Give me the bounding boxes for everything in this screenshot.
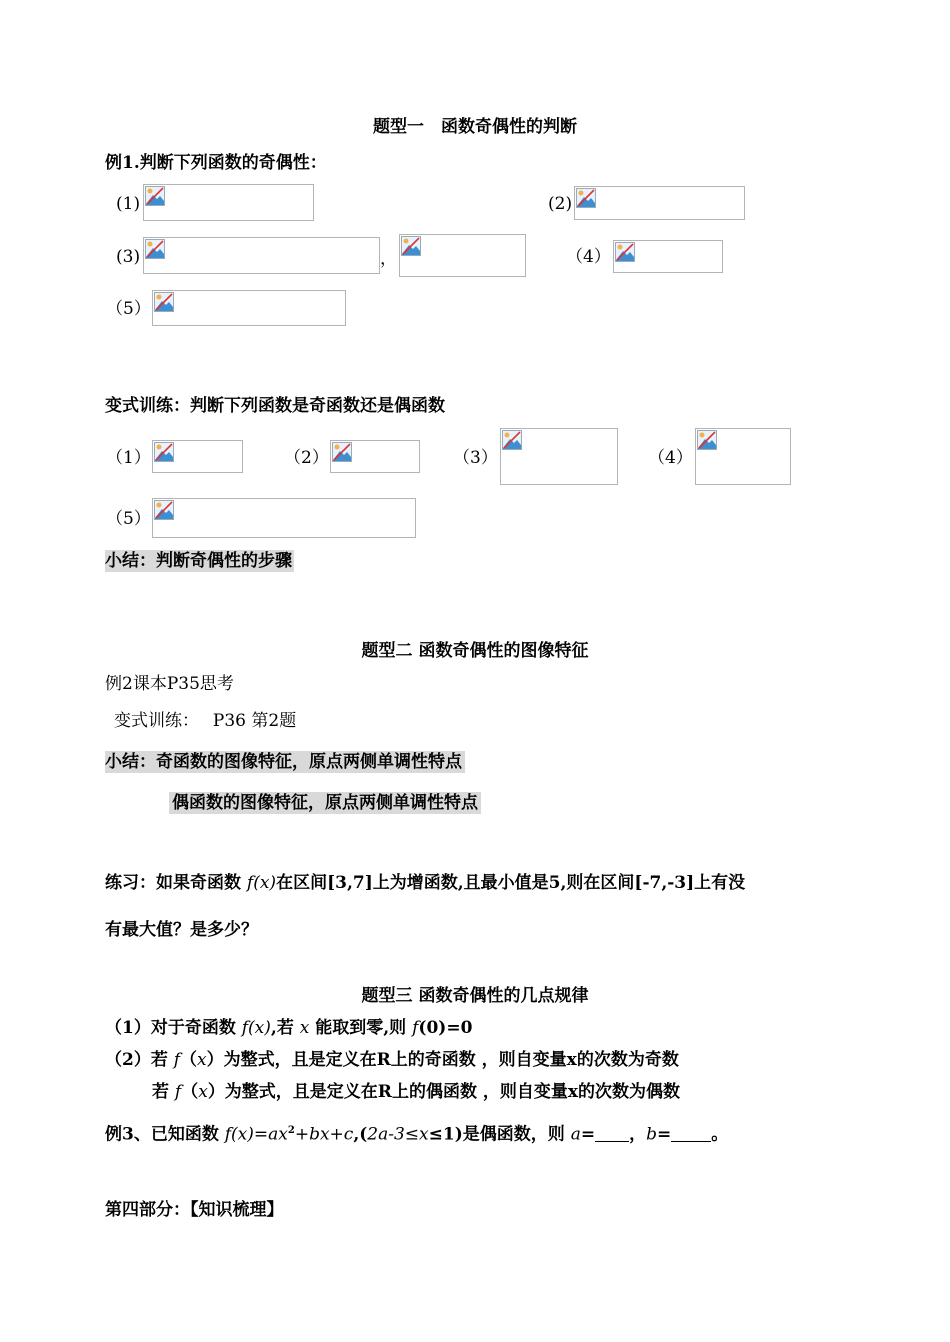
- broken-image-icon: [145, 239, 165, 259]
- broken-image-icon: [697, 430, 717, 450]
- item-label-4: （4）: [566, 247, 611, 267]
- variant-image-3: [500, 428, 618, 485]
- variant-label-5: （5）: [106, 509, 151, 529]
- variant-image-2: [330, 440, 420, 473]
- item-label-3: (3): [116, 247, 141, 267]
- answer-blank-b[interactable]: [671, 1125, 711, 1142]
- broken-image-icon: [502, 430, 522, 450]
- broken-image-icon: [145, 186, 165, 206]
- rule-1: （1）对于奇函数 f(x),若 x 能取到零,则 f(0)=0: [105, 1018, 473, 1038]
- variant-label-2: （2）: [284, 448, 329, 468]
- broken-image-icon: [332, 442, 352, 462]
- broken-image-icon: [401, 236, 421, 256]
- broken-image-icon: [576, 188, 596, 208]
- formula-image-5: [152, 290, 346, 326]
- practice-line-1: 练习：如果奇函数 f(x)在区间[3,7]上为增函数,且最小值是5,则在区间[-7,-3]上有没: [105, 873, 746, 893]
- variant-image-4: [695, 428, 791, 485]
- formula-image-2: [574, 186, 745, 220]
- variant-label-3: （3）: [453, 448, 498, 468]
- section2-summary-1: 小结：奇函数的图像特征，原点两侧单调性特点: [105, 751, 465, 773]
- variant1-summary: 小结：判断奇偶性的步骤: [105, 551, 292, 571]
- broken-image-icon: [154, 500, 174, 520]
- section1-title: 题型一 函数奇偶性的判断: [373, 117, 577, 137]
- example3-text: 例3、已知函数 $f(x)=ax^2+bx+c,(2a-3\le x\le 1)$是偶函数，则 a= ，b= 。: [105, 1124, 729, 1145]
- variant-label-4: （4）: [648, 448, 693, 468]
- rule-2b: 若 f（x）为整式，且是定义在R上的偶函数 ，则自变量x的次数为偶数: [152, 1082, 680, 1102]
- variant-label-1: （1）: [106, 448, 151, 468]
- example2-text: 例2课本P35思考: [105, 674, 234, 694]
- variant1-title: 变式训练：判断下列函数是奇函数还是偶函数: [105, 396, 445, 416]
- example1-text: 例1.判断下列函数的奇偶性：: [105, 153, 327, 173]
- section2-title: 题型二 函数奇偶性的图像特征: [361, 641, 589, 661]
- practice-line-2: 有最大值？是多少？: [105, 920, 258, 940]
- broken-image-icon: [154, 292, 174, 312]
- section4-title: 第四部分：【知识梳理】: [105, 1200, 284, 1220]
- item-label-2: (2): [548, 194, 573, 214]
- formula-image-1: [143, 184, 314, 221]
- variant2-text: 变式训练： P36 第2题: [114, 711, 297, 731]
- answer-blank-a[interactable]: [595, 1125, 629, 1142]
- formula-image-4: [613, 240, 723, 273]
- section2-summary-2: 偶函数的图像特征，原点两侧单调性特点: [169, 792, 481, 814]
- item-label-1: (1): [116, 194, 141, 214]
- formula-image-3b: [399, 234, 526, 277]
- variant-image-1: [152, 440, 243, 473]
- formula-image-3a: [143, 237, 380, 274]
- variant-image-5: [152, 498, 416, 538]
- broken-image-icon: [615, 242, 635, 262]
- broken-image-icon: [154, 442, 174, 462]
- rule-2a: （2）若 f（x）为整式，且是定义在R上的奇函数 ，则自变量x的次数为奇数: [105, 1050, 679, 1070]
- section3-title: 题型三 函数奇偶性的几点规律: [361, 986, 589, 1006]
- item-label-5: （5）: [106, 299, 151, 319]
- comma-separator: ，: [380, 249, 397, 269]
